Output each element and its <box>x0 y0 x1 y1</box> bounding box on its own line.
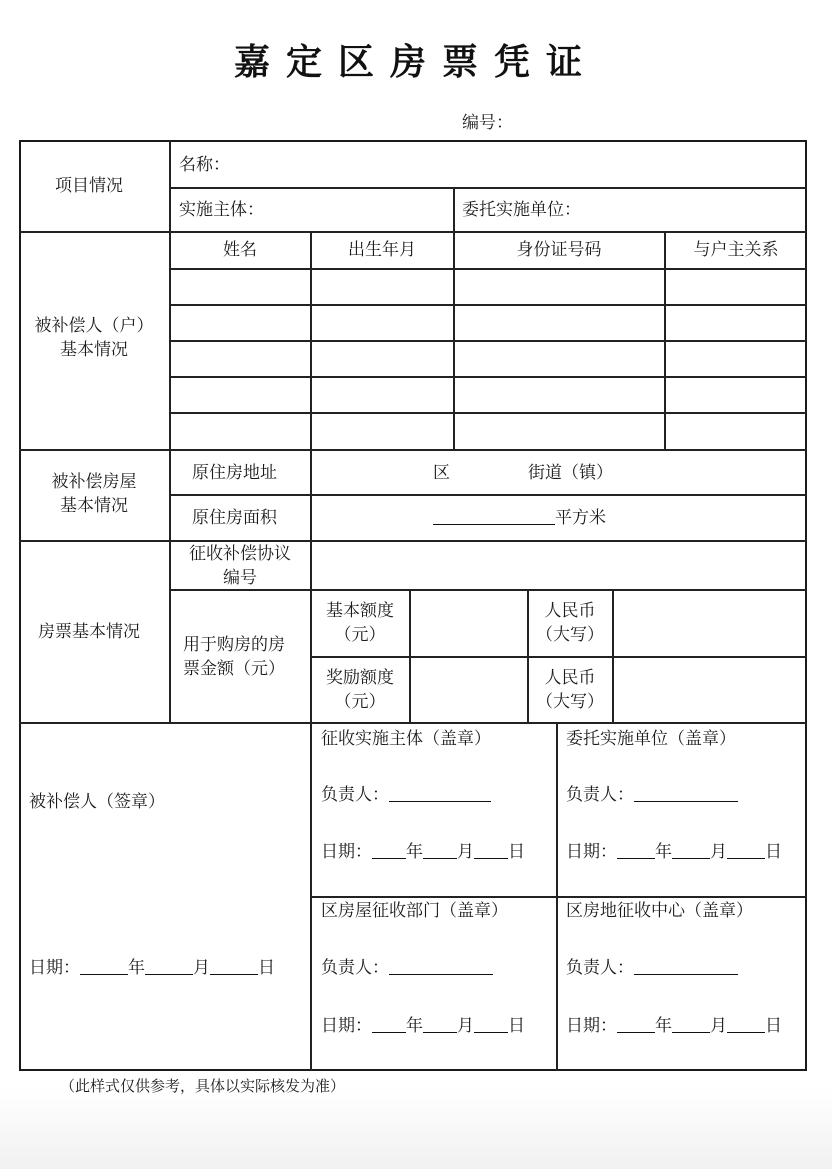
column-divider <box>664 231 666 449</box>
month-blank-line <box>145 956 193 975</box>
street-text: 街道（镇） <box>528 463 613 483</box>
column-divider <box>612 589 614 722</box>
footnote: （此样式仅供参考，具体以实际核发为准） <box>60 1077 346 1095</box>
date-label: 日期： <box>29 958 80 978</box>
row-divider <box>169 304 807 306</box>
serial-number-label: 编号： <box>462 113 513 133</box>
form-table-frame <box>19 140 807 1071</box>
implementer-label: 实施主体： <box>179 200 264 220</box>
column-header-id: 身份证号码 <box>516 240 602 260</box>
month-label: 月 <box>193 958 210 978</box>
date-label: 日期： <box>566 842 617 862</box>
column-divider <box>453 187 455 231</box>
center-person <box>566 956 738 980</box>
month-blank-line <box>672 840 710 859</box>
row-divider <box>310 656 807 658</box>
area-label: 原住房面积 <box>192 508 277 528</box>
ticket-header: 房票基本情况 <box>38 622 140 642</box>
row-divider <box>310 896 807 898</box>
column-divider <box>453 231 455 449</box>
dept-date <box>321 1014 525 1038</box>
person-blank-line <box>389 956 493 975</box>
area-field <box>433 506 606 530</box>
document-title: 嘉定区房票凭证 <box>233 41 598 83</box>
month-label: 月 <box>710 1016 727 1036</box>
commissioned-person <box>566 783 738 807</box>
area-unit: 平方米 <box>555 508 606 528</box>
section-divider <box>19 540 807 542</box>
rmb-label-line2: （大写） <box>536 625 604 645</box>
year-label: 年 <box>655 842 672 862</box>
column-divider <box>310 231 312 449</box>
day-label: 日 <box>765 1016 782 1036</box>
person-label: 负责人： <box>321 785 389 805</box>
base-label-line1: 基本额度 <box>326 601 394 621</box>
person-blank-line <box>634 956 738 975</box>
year-blank-line <box>372 1014 406 1033</box>
ticket-amount-label <box>183 633 285 681</box>
row-divider <box>169 187 807 189</box>
column-header-birth: 出生年月 <box>348 240 416 260</box>
row-divider <box>169 412 807 414</box>
month-blank-line <box>672 1014 710 1033</box>
day-label: 日 <box>765 842 782 862</box>
claimant-signature-label: 被补偿人（签章） <box>29 792 165 812</box>
commissioned-seal-label: 委托实施单位（盖章） <box>566 729 736 749</box>
dept-seal-label: 区房屋征收部门（盖章） <box>321 901 508 921</box>
date-label: 日期： <box>321 1016 372 1036</box>
year-blank-line <box>372 840 406 859</box>
project-name-label: 名称： <box>179 155 230 175</box>
year-blank-line <box>80 956 128 975</box>
column-divider <box>310 449 312 540</box>
center-seal-label: 区房地征收中心（盖章） <box>566 901 753 921</box>
household-header-line1: 被补偿人（户） <box>34 316 154 336</box>
reward-rmb-label <box>528 666 612 714</box>
person-label: 负责人： <box>566 785 634 805</box>
day-blank-line <box>727 840 765 859</box>
reward-label-line2: （元） <box>334 692 386 712</box>
year-blank-line <box>617 1014 655 1033</box>
year-blank-line <box>617 840 655 859</box>
house-header <box>19 470 169 518</box>
row-divider <box>169 340 807 342</box>
amount-label-line2: 票金额（元） <box>183 659 285 679</box>
year-label: 年 <box>406 842 423 862</box>
agreement-label-line1: 征收补偿协议 <box>189 544 291 564</box>
house-header-line2: 基本情况 <box>60 496 128 516</box>
rmb-label-line1: 人民币 <box>544 601 596 621</box>
year-label: 年 <box>128 958 145 978</box>
household-header <box>19 314 169 362</box>
day-label: 日 <box>258 958 275 978</box>
person-label: 负责人： <box>566 958 634 978</box>
rmb-label-line1: 人民币 <box>544 668 596 688</box>
day-blank-line <box>474 840 508 859</box>
address-label: 原住房地址 <box>192 463 277 483</box>
implementer-date <box>321 840 525 864</box>
implementer-seal-label: 征收实施主体（盖章） <box>321 729 491 749</box>
column-header-relation: 与户主关系 <box>693 240 779 260</box>
month-label: 月 <box>710 842 727 862</box>
year-label: 年 <box>655 1016 672 1036</box>
person-blank-line <box>389 783 491 802</box>
year-label: 年 <box>406 1016 423 1036</box>
column-header-name: 姓名 <box>223 240 257 260</box>
month-blank-line <box>423 840 457 859</box>
column-divider <box>169 140 171 722</box>
dept-person <box>321 956 493 980</box>
base-label-line2: （元） <box>334 625 386 645</box>
base-amount-label <box>311 599 409 647</box>
section-divider <box>19 449 807 451</box>
day-label: 日 <box>508 842 525 862</box>
person-label: 负责人： <box>321 958 389 978</box>
center-date <box>566 1014 782 1038</box>
agreement-label-line2: 编号 <box>223 568 257 588</box>
month-label: 月 <box>457 842 474 862</box>
date-label: 日期： <box>566 1016 617 1036</box>
amount-label-line1: 用于购房的房 <box>183 635 285 655</box>
person-blank-line <box>634 783 738 802</box>
row-divider <box>169 268 807 270</box>
implementer-person <box>321 783 491 807</box>
day-label: 日 <box>508 1016 525 1036</box>
column-divider <box>409 589 411 722</box>
month-label: 月 <box>457 1016 474 1036</box>
project-header: 项目情况 <box>55 176 123 196</box>
section-divider <box>19 231 807 233</box>
row-divider <box>169 376 807 378</box>
area-blank-line <box>433 506 555 525</box>
section-divider <box>19 722 807 724</box>
reward-amount-label <box>311 666 409 714</box>
base-rmb-label <box>528 599 612 647</box>
reward-label-line1: 奖励额度 <box>326 668 394 688</box>
commissioned-unit-label: 委托实施单位： <box>462 200 581 220</box>
date-label: 日期： <box>321 842 372 862</box>
row-divider <box>169 494 807 496</box>
household-header-line2: 基本情况 <box>60 340 128 360</box>
rmb-label-line2: （大写） <box>536 692 604 712</box>
day-blank-line <box>474 1014 508 1033</box>
month-blank-line <box>423 1014 457 1033</box>
day-blank-line <box>727 1014 765 1033</box>
agreement-number-label <box>170 542 310 590</box>
house-header-line1: 被补偿房屋 <box>51 472 137 492</box>
district-text: 区 <box>433 463 450 483</box>
commissioned-date <box>566 840 782 864</box>
day-blank-line <box>210 956 258 975</box>
claimant-date <box>29 956 275 980</box>
